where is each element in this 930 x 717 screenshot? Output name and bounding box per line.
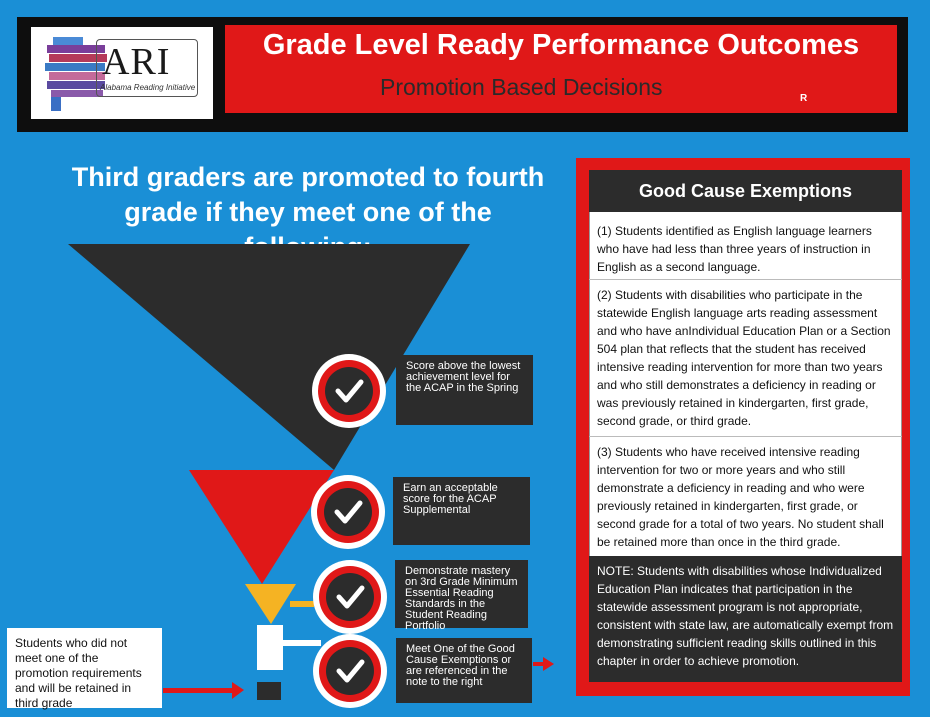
criterion-acap-supplemental: Earn an acceptable score for the ACAP Supplemental xyxy=(393,477,530,545)
exemptions-title: Good Cause Exemptions xyxy=(589,170,902,212)
logo-subtitle: Alabama Reading Initiative xyxy=(100,83,196,92)
check-icon xyxy=(312,354,386,428)
funnel-base xyxy=(257,682,281,700)
arrow-right-icon xyxy=(533,657,554,671)
check-icon xyxy=(311,475,385,549)
page-subtitle: Promotion Based Decisions xyxy=(380,74,663,100)
criterion-good-cause: Meet One of the Good Cause Exemptions or are referenced in the note to the right xyxy=(396,638,532,703)
retained-note: Students who did not meet one of the promotion requirements and will be retained in third grade xyxy=(7,628,162,708)
funnel-stem xyxy=(257,625,283,670)
exemption-item: (3) Students who have received intensive reading intervention for two or more years and who still demonstrate a deficiency in reading and who were previously retained in kindergarten, first grade, or second grade for a total of two years. No student shall be retained more than once in the third grade. xyxy=(597,445,884,549)
criterion-acap-spring: Score above the lowest achievement level for the ACAP in the Spring xyxy=(396,355,533,425)
criterion-reading-portfolio: Demonstrate mastery on 3rd Grade Minimum Essential Reading Standards in the Student Reading Portfolio xyxy=(395,560,528,628)
exemption-item: (1) Students identified as English language learners who have had less than three years of instruction in English as a second language. xyxy=(597,224,872,274)
white-connector xyxy=(283,640,321,646)
yellow-connector xyxy=(290,601,314,607)
registered-mark: R xyxy=(800,93,808,104)
funnel-yellow-band xyxy=(245,584,296,624)
exemptions-note: NOTE: Students with disabilities whose Individualized Education Plan indicates that participation in the statewide assessment program is not appropriate, consistent with state law, are automatically exempt from demonstrating sufficient reading skills outlined in this chapter in order to achieve promotion. xyxy=(589,556,902,682)
check-icon xyxy=(313,634,387,708)
logo-text: ARI xyxy=(102,41,171,83)
page-title: Grade Level Ready Performance Outcomes xyxy=(262,29,860,61)
exemption-item: (2) Students with disabilities who participate in the statewide English language arts reading assessment and who have anIndividual Education Plan or a Section 504 plan that reflects that the student has received intensive reading intervention for more than two years and who still demonstrates a deficiency in reading or was previously retained in kindergarten, first grade, second grade, or third grade. xyxy=(597,288,891,428)
arrow-right-icon xyxy=(163,682,244,699)
lead-heading: Third graders are promoted to fourth grade if they meet one of the xyxy=(71,162,545,227)
check-icon xyxy=(313,560,387,634)
funnel-red-band xyxy=(189,470,334,584)
